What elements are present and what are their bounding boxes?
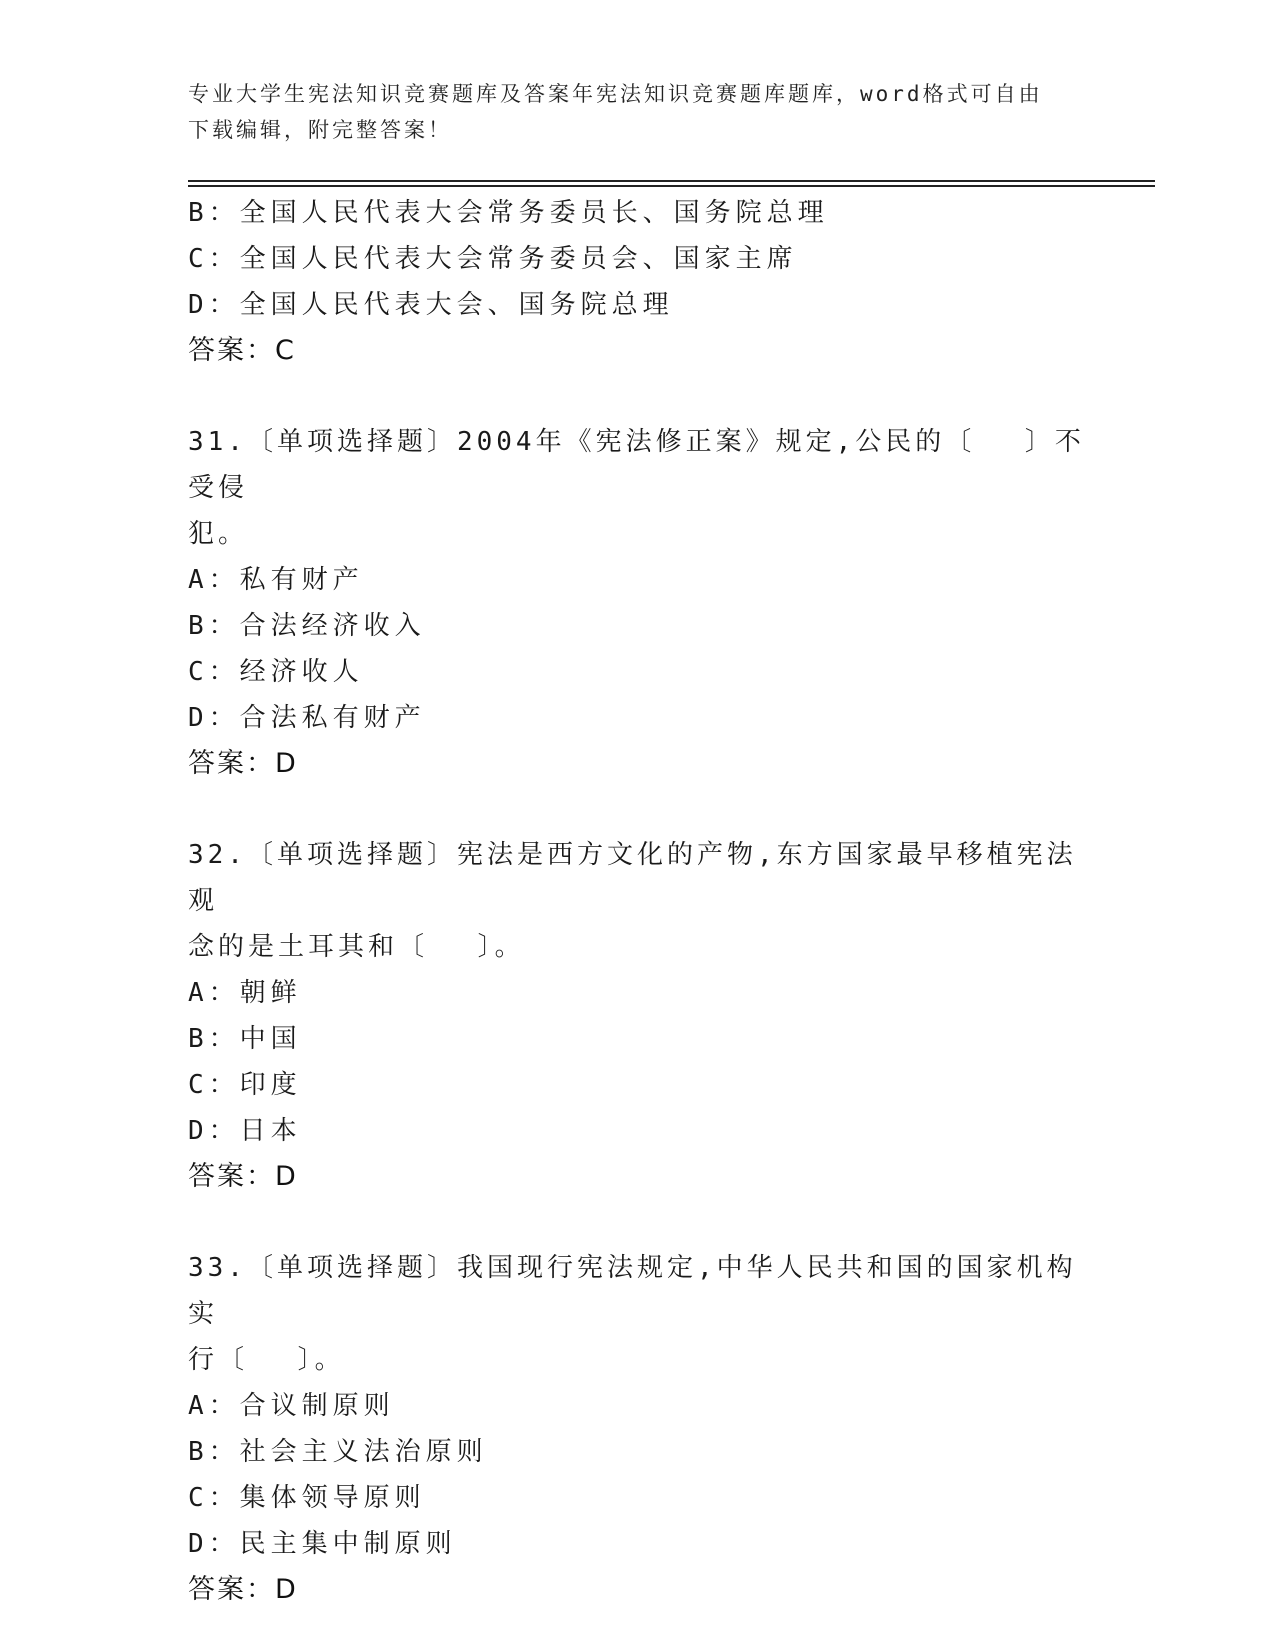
answer: 答案：D	[188, 1574, 298, 1605]
header-line-2: 下载编辑，附完整答案！	[188, 118, 452, 142]
question-stem-line-2: 行〔 〕。	[188, 1345, 345, 1375]
option-a: A：合议制原则	[188, 1391, 395, 1421]
option-d: D：合法私有财产	[188, 703, 426, 733]
document-header	[188, 76, 1068, 148]
option-b: B：合法经济收入	[188, 611, 426, 641]
question-stem-line-2: 犯。	[188, 519, 249, 549]
option-a: A：朝鲜	[188, 978, 302, 1008]
option-c: C：全国人民代表大会常务委员会、国家主席	[188, 244, 798, 274]
option-d: D：日本	[188, 1116, 302, 1146]
question-33	[188, 1245, 1088, 1613]
question-stem	[188, 832, 1088, 970]
question-stem-line-1: 31.〔单项选择题〕2004年《宪法修正案》规定,公民的〔 〕不受侵	[188, 427, 1085, 503]
header-divider-bottom	[188, 185, 1155, 187]
option-c: C：集体领导原则	[188, 1483, 426, 1513]
question-31	[188, 419, 1088, 787]
option-b: B：中国	[188, 1024, 302, 1054]
option-d: D：全国人民代表大会、国务院总理	[188, 290, 674, 320]
question-stem	[188, 419, 1088, 557]
answer: 答案：C	[188, 335, 296, 366]
answer: 答案：D	[188, 748, 298, 779]
question-stem-line-2: 念的是土耳其和〔 〕。	[188, 932, 525, 962]
answer: 答案：D	[188, 1161, 298, 1192]
question-30-continued	[188, 190, 1088, 374]
option-b: B：全国人民代表大会常务委员长、国务院总理	[188, 198, 829, 228]
question-stem-line-1: 33.〔单项选择题〕我国现行宪法规定,中华人民共和国的国家机构实	[188, 1253, 1077, 1329]
option-d: D：民主集中制原则	[188, 1529, 457, 1559]
header-divider-top	[188, 180, 1155, 182]
question-stem	[188, 1245, 1088, 1383]
question-32	[188, 832, 1088, 1200]
option-a: A：私有财产	[188, 565, 364, 595]
option-c: C：经济收人	[188, 657, 364, 687]
document-body	[188, 190, 1088, 1613]
option-b: B：社会主义法治原则	[188, 1437, 488, 1467]
question-stem-line-1: 32.〔单项选择题〕宪法是西方文化的产物,东方国家最早移植宪法观	[188, 840, 1077, 916]
option-c: C：印度	[188, 1070, 302, 1100]
header-line-1: 专业大学生宪法知识竞赛题库及答案年宪法知识竞赛题库题库，word格式可自由	[188, 82, 1043, 106]
